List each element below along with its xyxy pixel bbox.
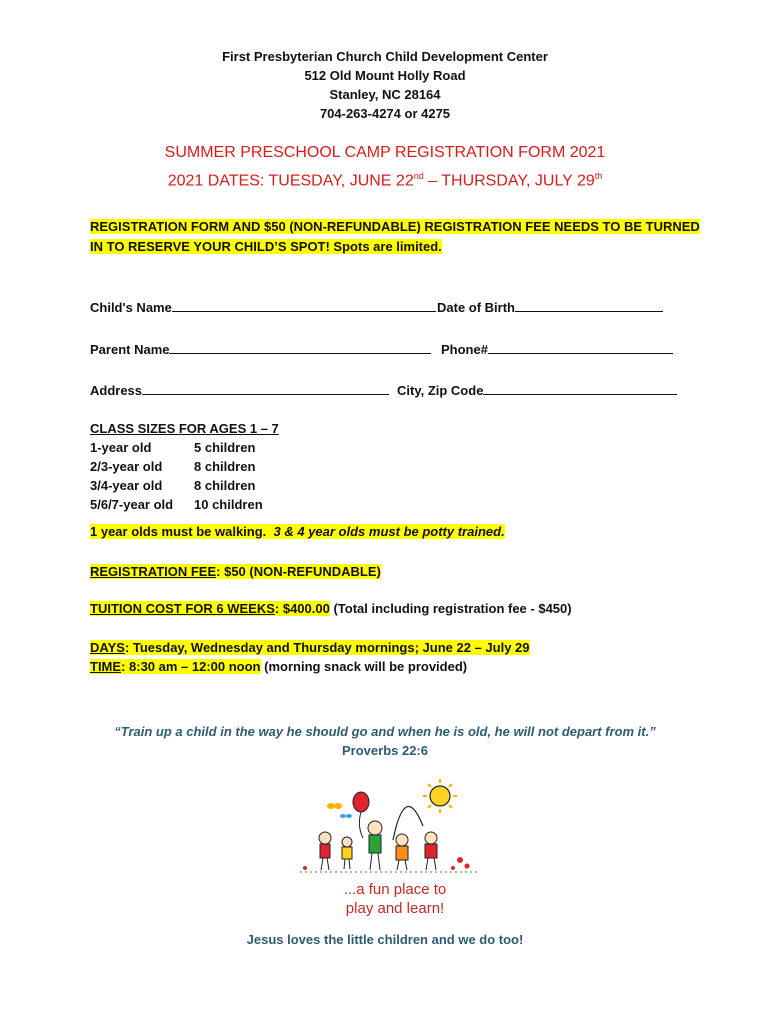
- days-line: [90, 638, 530, 657]
- registration-fee-value: : $50 (NON-REFUNDABLE): [216, 564, 381, 579]
- parent-name-field[interactable]: [90, 341, 431, 357]
- quote-reference: Proverbs 22:6: [342, 743, 428, 758]
- tuition-value: : $400.00: [274, 601, 330, 616]
- logo-text-line-2: play and learn!: [345, 900, 445, 917]
- count-cell: 10 children: [194, 497, 263, 512]
- jump-rope-icon: [393, 807, 423, 840]
- days-label: DAYS: [90, 640, 125, 655]
- tuition-note: (Total including registration fee - $450): [329, 601, 572, 616]
- table-row: [90, 438, 263, 457]
- city-zip-field[interactable]: [397, 382, 677, 398]
- tuition-line: [90, 601, 572, 616]
- dates-prefix: 2021 DATES: TUESDAY, JUNE 22: [167, 172, 414, 190]
- dates-mid: – THURSDAY, JULY 29: [423, 172, 595, 190]
- phone-label: Phone#: [441, 342, 488, 357]
- children-figures: [319, 821, 437, 870]
- walking-requirement: 1 year olds must be walking.: [90, 524, 267, 539]
- dates-sup-th: th: [594, 171, 603, 181]
- city-zip-label: City, Zip Code: [397, 383, 484, 398]
- dates-sup-nd: nd: [413, 171, 424, 181]
- registration-fee-label: REGISTRATION FEE: [90, 564, 217, 579]
- phone-field[interactable]: [441, 341, 673, 357]
- parent-name-label: Parent Name: [90, 342, 170, 357]
- org-address: 512 Old Mount Holly Road: [304, 68, 466, 83]
- bible-quote: “Train up a child in the way he should go and when he is old, he will not depart from it.”: [114, 724, 656, 739]
- org-name: First Presbyterian Church Child Development Center: [222, 49, 548, 64]
- age-cell: 2/3-year old: [90, 459, 163, 474]
- table-row: [90, 495, 263, 514]
- balloon-icon: [353, 792, 369, 838]
- sun-icon: [423, 779, 457, 813]
- child-name-line[interactable]: [172, 299, 436, 312]
- count-cell: 5 children: [194, 440, 256, 455]
- class-sizes-heading: CLASS SIZES FOR AGES 1 – 7: [90, 421, 279, 436]
- notice-line-1: REGISTRATION FORM AND $50 (NON-REFUNDABLE) REGISTRATION FEE NEEDS TO BE TURNED: [90, 219, 700, 234]
- butterfly-icon: [327, 803, 352, 818]
- org-phone: 704-263-4274 or 4275: [319, 106, 451, 121]
- address-field[interactable]: [90, 382, 389, 398]
- child-name-field[interactable]: [90, 299, 436, 315]
- phone-line[interactable]: [488, 341, 673, 354]
- notice-line-2: IN TO RESERVE YOUR CHILD’S SPOT! Spots are limited.: [90, 239, 442, 254]
- child-name-label: Child's Name: [90, 300, 172, 315]
- table-row: [90, 457, 263, 476]
- age-cell: 5/6/7-year old: [90, 497, 174, 512]
- form-title: SUMMER PRESCHOOL CAMP REGISTRATION FORM 2021: [164, 144, 606, 161]
- class-sizes-table: [90, 438, 263, 514]
- dob-field[interactable]: [437, 299, 663, 315]
- age-cell: 3/4-year old: [90, 478, 163, 493]
- registration-fee-line: [90, 564, 381, 579]
- kids-logo-art: [295, 776, 495, 921]
- dob-label: Date of Birth: [437, 300, 515, 315]
- time-line: [90, 657, 530, 676]
- parent-name-line[interactable]: [169, 341, 431, 354]
- address-label: Address: [90, 383, 143, 398]
- logo-text-line-1: ...a fun place to: [343, 881, 447, 898]
- footer-tagline: Jesus loves the little children and we do too!: [246, 932, 524, 947]
- kids-logo-illustration: [295, 776, 495, 921]
- camp-dates: [0, 171, 770, 190]
- days-value: : Tuesday, Wednesday and Thursday mornings; June 22 – July 29: [124, 640, 530, 655]
- requirements-line: [90, 524, 505, 539]
- registration-notice: [90, 217, 700, 257]
- count-cell: 8 children: [194, 478, 256, 493]
- age-cell: 1-year old: [90, 440, 152, 455]
- dob-line[interactable]: [515, 299, 663, 312]
- time-label: TIME: [90, 659, 122, 674]
- table-row: [90, 476, 263, 495]
- org-city: Stanley, NC 28164: [329, 87, 441, 102]
- schedule-section: [90, 638, 530, 676]
- potty-requirement: 3 & 4 year olds must be potty trained.: [273, 524, 505, 539]
- address-line[interactable]: [142, 382, 389, 395]
- time-note: (morning snack will be provided): [260, 659, 468, 674]
- city-zip-line[interactable]: [483, 382, 677, 395]
- time-value: : 8:30 am – 12:00 noon: [121, 659, 261, 674]
- tuition-label: TUITION COST FOR 6 WEEKS: [90, 601, 275, 616]
- class-sizes-section: [90, 419, 279, 514]
- count-cell: 8 children: [194, 459, 256, 474]
